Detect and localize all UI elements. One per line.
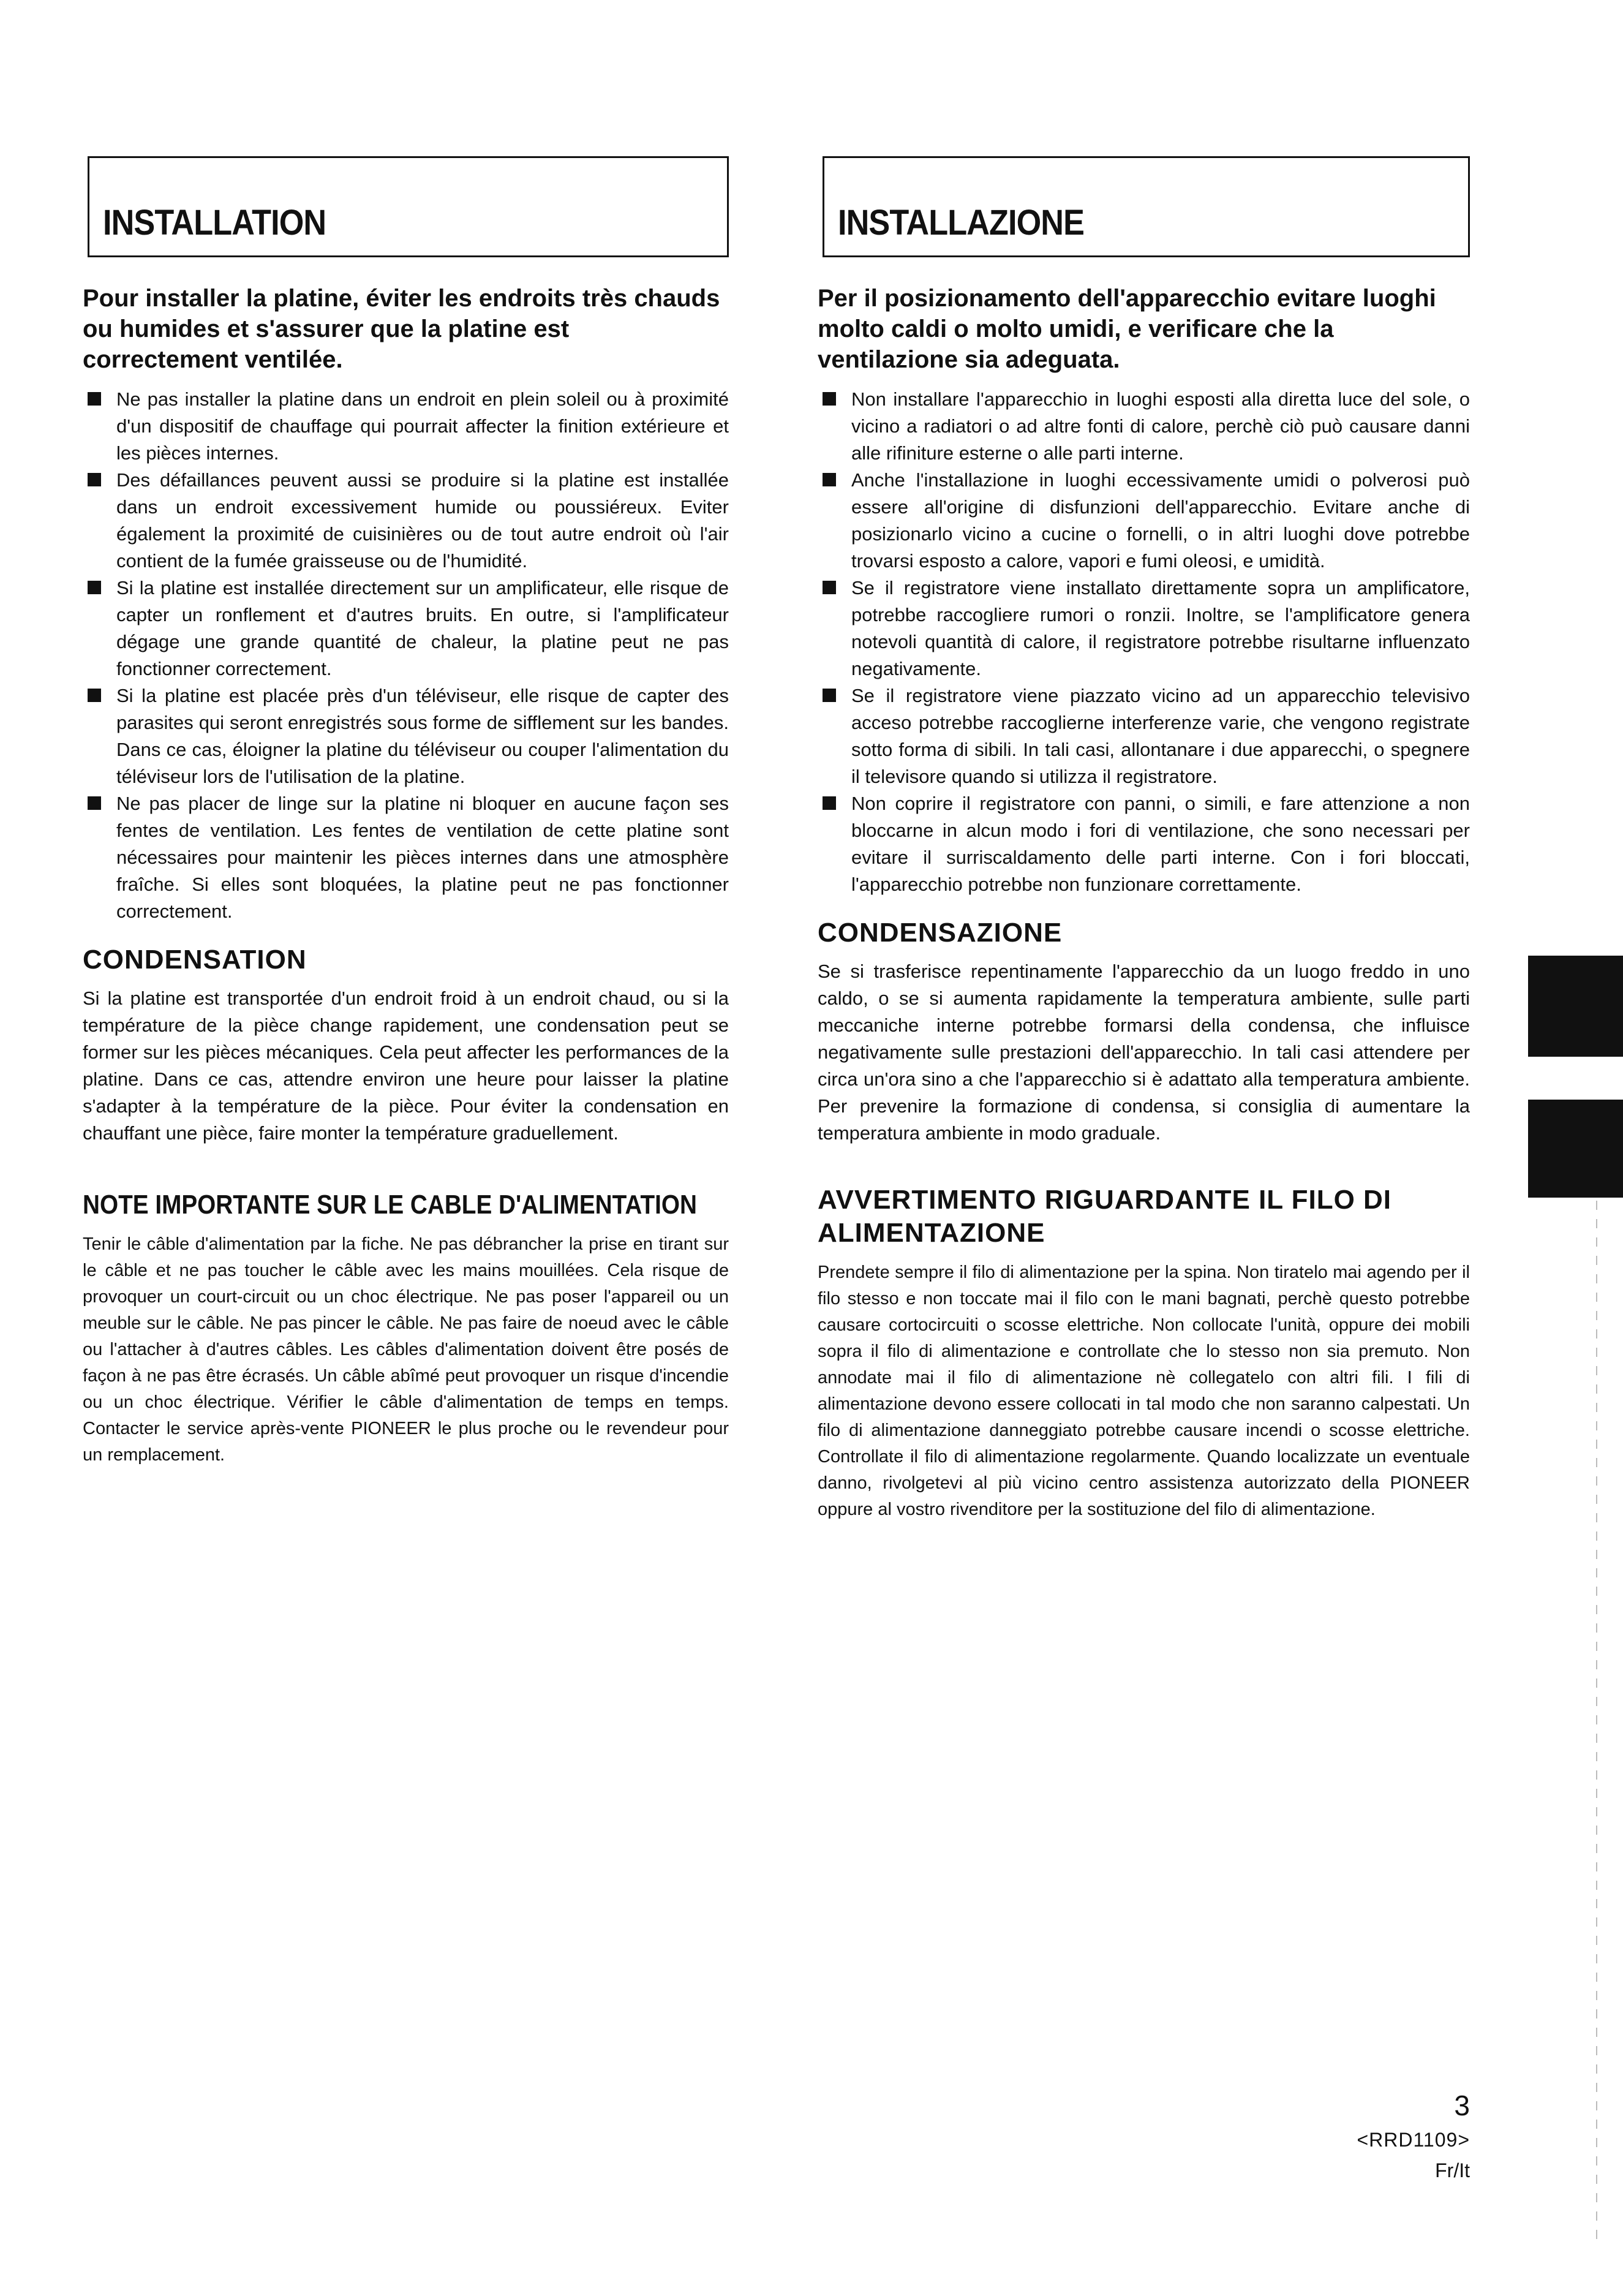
page-number: 3 xyxy=(1454,2090,1470,2121)
bullet-list xyxy=(83,386,729,925)
list-item: Se il registratore viene piazzato vicino ad un apparecchio televisivo acceso potrebbe raccoglierne interferenze varie, che vengono registrate sotto forma di sibili. In tali casi, allontanare i due apparecchi, o spegnere il televisore quando si utilizza il registratore. xyxy=(818,682,1470,790)
bullet-square-icon xyxy=(823,473,836,486)
section-title-box xyxy=(88,156,729,257)
italian-column xyxy=(818,156,1470,1523)
bullet-square-icon xyxy=(88,392,101,406)
list-item: Si la platine est placée près d'un téléviseur, elle risque de capter des parasites qui seront enregistrés sous forme de sifflement sur les bandes. Dans ce cas, éloigner la platine du téléviseur ou couper l'alimentation du téléviseur lors de l'utilisation de la platine. xyxy=(83,682,729,790)
list-item: Non coprire il registratore con panni, o simili, e fare attenzione a non bloccarne in alcun modo i fori di ventilazione, che sono necessari per evitare il surriscaldamento delle parti interne. Con i fori bloccati, l'apparecchio potrebbe non funzionare correttamente. xyxy=(818,790,1470,898)
bullet-square-icon xyxy=(88,689,101,702)
index-tab-marker xyxy=(1528,1100,1623,1198)
cable-heading: NOTE IMPORTANTE SUR LE CABLE D'ALIMENTATION xyxy=(83,1190,697,1220)
section-title: INSTALLATION xyxy=(103,203,326,243)
list-item: Si la platine est installée directement sur un amplificateur, elle risque de capter un ronflement et d'autres bruits. En outre, si l'amplificateur dégage une grande quantité de chaleur, la platine peut ne pas fonctionner correctement. xyxy=(83,575,729,682)
condensation-heading: CONDENSATION xyxy=(83,945,307,975)
intro-text: Pour installer la platine, éviter les endroits très chauds ou humides et s'assurer que la platine est correctement ventilée. xyxy=(83,285,720,373)
bullet-square-icon xyxy=(88,796,101,810)
bullet-square-icon xyxy=(88,473,101,486)
cable-heading: AVVERTIMENTO RIGUARDANTE IL FILO DI ALIMENTAZIONE xyxy=(818,1185,1392,1248)
condensation-text: Se si trasferisce repentinamente l'apparecchio da un luogo freddo in uno caldo, o se si aumenta rapidamente la temperatura ambiente, sulle parti meccaniche interne potrebbe formarsi della condensa, che influisce negativamente sulle prestazioni dell'apparecchio. In tali casi attendere per circa un'ora sino a che l'apparecchio si è adattato alla temperatura ambiente. Per prevenire la formazione di condensa, si consiglia di aumentare la temperatura ambiente in modo graduale. xyxy=(818,961,1470,1144)
list-item: Des défaillances peuvent aussi se produire si la platine est installée dans un endroit excessivement humide ou poussiéreux. Eviter également la proximité de cuisinières ou de tout autre endroit où l'air contient de la fumée graisseuse ou de l'humidité. xyxy=(83,467,729,575)
bullet-square-icon xyxy=(823,581,836,594)
cable-text: Prendete sempre il filo di alimentazione per la spina. Non tiratelo mai agendo per il filo stesso e non toccate mai il filo con le mani bagnati, perchè questo potrebbe causare cortocircuiti o scosse elettriche. Non collocate l'unità, oppure dei mobili sopra il filo di alimentazione e controllate che lo stesso non sia premuto. Non annodate mai il filo di alimentazione nè collegatelo con altri fili. I fili di alimentazione devono essere collocati in tal modo che non saranno calpestati. Un filo di alimentazione danneggiato potrebbe causare incendi o scosse elettriche. Controllate il filo di alimentazione regolarmente. Quando localizzate un eventuale danno, rivolgetevi al più vicino centro assistenza autorizzato della PIONEER oppure al vostro rivenditore per la sostituzione del filo di alimentazione. xyxy=(818,1263,1470,1519)
bullet-square-icon xyxy=(823,392,836,406)
bullet-square-icon xyxy=(823,796,836,810)
document-code: <RRD1109> xyxy=(1357,2129,1470,2151)
section-title-box xyxy=(823,156,1470,257)
bullet-square-icon xyxy=(823,689,836,702)
list-item: Ne pas installer la platine dans un endroit en plein soleil ou à proximité d'un dispositif de chauffage qui pourrait affecter la finition extérieure et les pièces internes. xyxy=(83,386,729,467)
language-code: Fr/It xyxy=(1435,2159,1470,2181)
index-tab-marker xyxy=(1528,956,1623,1057)
list-item: Anche l'installazione in luoghi eccessivamente umidi o polverosi può essere all'origine di disfunzioni dell'apparecchio. Evitare anche di posizionarlo vicino a cucine o fornelli, o in altri luoghi dove potrebbe trovarsi esposto a calore, vapori e fumi oleosi, e umidità. xyxy=(818,467,1470,575)
margin-line xyxy=(1596,1201,1597,2242)
french-column xyxy=(83,156,729,1468)
list-item: Non installare l'apparecchio in luoghi esposti alla diretta luce del sole, o vicino a radiatori o ad altre fonti di calore, perchè ciò può causare danni alle rifiniture esterne o alle parti interne. xyxy=(818,386,1470,467)
section-title: INSTALLAZIONE xyxy=(838,203,1085,243)
condensation-text: Si la platine est transportée d'un endroit froid à un endroit chaud, ou si la température de la pièce change rapidement, une condensation peut se former sur les pièces mécaniques. Cela peut affecter les performances de la platine. Dans ce cas, attendre environ une heure pour laisser la platine s'adapter à la température de la pièce. Pour éviter la condensation en chauffant une pièce, faire monter la température graduellement. xyxy=(83,988,729,1144)
intro-text: Per il posizionamento dell'apparecchio evitare luoghi molto caldi o molto umidi, e verificare che la ventilazione sia adeguata. xyxy=(818,285,1436,373)
bullet-list xyxy=(818,386,1470,898)
list-item: Se il registratore viene installato direttamente sopra un amplificatore, potrebbe raccogliere rumori o ronzii. Inoltre, se l'amplificatore genera notevoli quantità di calore, il registratore potrebbe risultarne influenzato negativamente. xyxy=(818,575,1470,682)
cable-text: Tenir le câble d'alimentation par la fiche. Ne pas débrancher la prise en tirant sur le câble et ne pas toucher le câble avec les mains mouillées. Cela risque de provoquer un court-circuit ou un choc électrique. Ne pas poser l'appareil ou un meuble sur le câble. Ne pas pincer le câble. Ne pas faire de noeud avec le câble ou l'attacher à d'autres câbles. Les câbles d'alimentation doivent être posés de façon à ne pas être écrasés. Un câble abîmé peut provoquer un risque d'incendie ou un choc électrique. Vérifier le câble d'alimentation de temps en temps. Contacter le service après-vente PIONEER le plus proche ou le revendeur pour un remplacement. xyxy=(83,1234,729,1465)
bullet-square-icon xyxy=(88,581,101,594)
condensation-heading: CONDENSAZIONE xyxy=(818,918,1063,948)
list-item: Ne pas placer de linge sur la platine ni bloquer en aucune façon ses fentes de ventilation. Les fentes de ventilation de cette platine sont nécessaires pour maintenir les pièces internes dans une atmosphère fraîche. Si elles sont bloquées, la platine peut ne pas fonctionner correctement. xyxy=(83,790,729,925)
